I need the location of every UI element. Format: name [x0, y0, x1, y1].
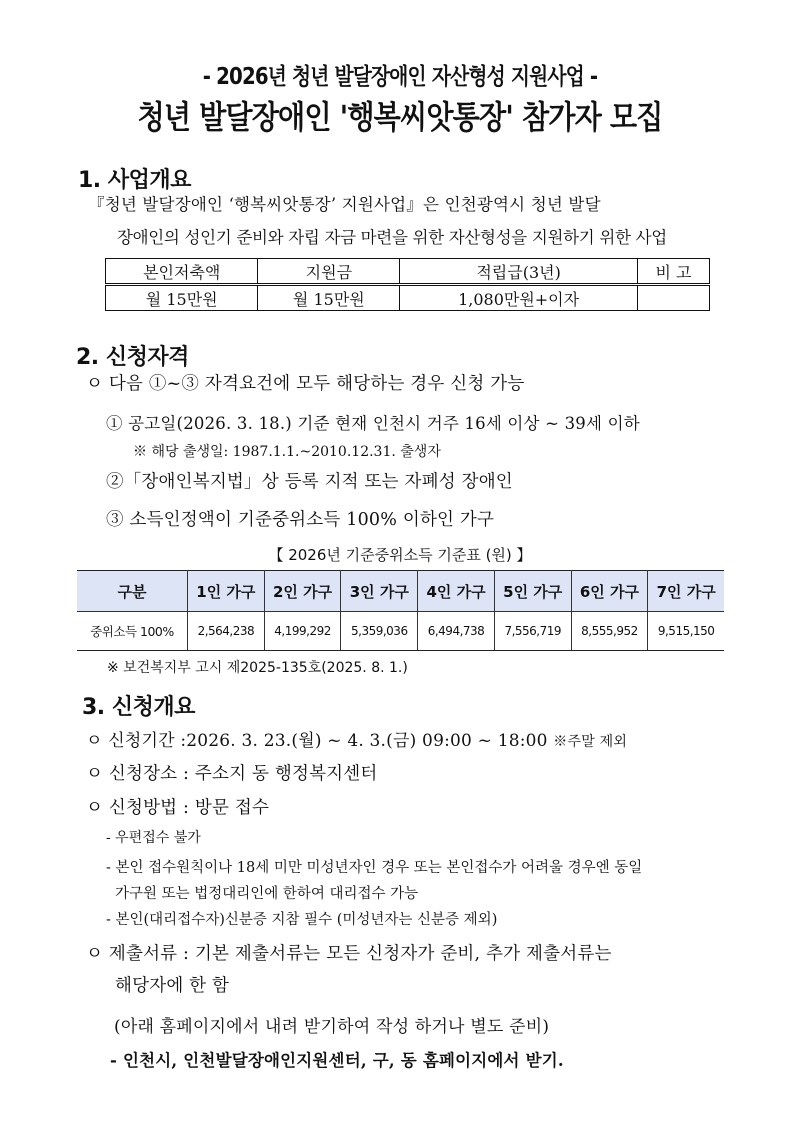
weekend-exclusion-note: ※주말 제외: [553, 734, 628, 750]
eligibility-item-3: ③ 소득인정액이 기준중위소득 100% 이하인 가구: [106, 510, 495, 530]
section-1-heading: 1. 사업개요: [78, 168, 191, 193]
savings-value-cell: 월 15만원: [106, 285, 258, 311]
income-table-caption: 【 2026년 기준중위소득 기준표 (원) 】: [268, 546, 532, 564]
income-value-cell: 4,199,292: [264, 612, 341, 651]
income-value-cell: 2,564,238: [188, 612, 265, 651]
income-header-cell: 7인 가구: [648, 571, 724, 612]
eligibility-item-2: ②「장애인복지법」상 등록 지적 또는 자폐성 장애인: [106, 472, 513, 492]
income-header-cell: 2인 가구: [264, 571, 341, 612]
savings-header-cell: 비 고: [637, 259, 709, 285]
overview-line-2: 장애인의 성인기 준비와 자립 자금 마련을 위한 자산형성을 지원하기 위한 사업: [117, 228, 667, 247]
method-note-proxy-2: 가구원 또는 법정대리인에 한하여 대리접수 가능: [115, 886, 419, 902]
income-value-cell: 6,494,738: [418, 612, 495, 651]
documents-line-2: 해당자에 한 함: [115, 976, 230, 996]
income-value-cell: 8,555,952: [571, 612, 648, 651]
savings-header-cell: 본인저축액: [106, 259, 258, 285]
birthdate-note: ※ 해당 출생일: 1987.1.1.~2010.12.31. 출생자: [133, 444, 441, 460]
application-method: ㅇ 신청방법 : 방문 접수: [86, 798, 270, 818]
method-note-mail: - 우편접수 불가: [106, 830, 201, 846]
savings-header-cell: 적립급(3년): [400, 259, 638, 285]
savings-header-cell: 지원금: [258, 259, 400, 285]
income-header-cell: 구분: [77, 571, 188, 612]
documents-source: - 인천시, 인천발달장애인지원센터, 구, 동 홈페이지에서 받기.: [110, 1051, 564, 1070]
savings-table: [105, 258, 710, 311]
savings-value-cell: 1,080만원+이자: [400, 285, 638, 311]
application-place: ㅇ 신청장소 : 주소지 동 행정복지센터: [86, 764, 378, 784]
documents-download-note: (아래 홈페이지에서 내려 받기하여 작성 하거나 별도 준비): [114, 1017, 550, 1037]
notice-title: 청년 발달장애인 '행복씨앗통장' 참가자 모집: [137, 98, 663, 136]
notice-subtitle: - 2026년 청년 발달장애인 자산형성 지원사업 -: [202, 64, 598, 90]
application-period-text: ㅇ 신청기간 :2026. 3. 23.(월) ~ 4. 3.(금) 09:00 ~ 18:00: [86, 731, 548, 751]
documents-line-1: ㅇ 제출서류 : 기본 제출서류는 모든 신청자가 준비, 추가 제출서류는: [86, 944, 612, 964]
savings-value-cell: 월 15만원: [258, 285, 400, 311]
savings-value-cell: [637, 285, 709, 311]
eligibility-item-1: ① 공고일(2026. 3. 18.) 기준 현재 인천시 거주 16세 이상 ~ 39세 이하: [106, 414, 640, 433]
income-value-cell: 7,556,719: [494, 612, 571, 651]
income-value-cell: 9,515,150: [648, 612, 724, 651]
income-header-cell: 4인 가구: [418, 571, 495, 612]
section-3-heading: 3. 신청개요: [82, 695, 195, 720]
income-header-cell: 3인 가구: [341, 571, 418, 612]
method-note-id: - 본인(대리접수자)신분증 지참 필수 (미성년자는 신분증 제외): [106, 912, 498, 928]
overview-line-1: 『청년 발달장애인 ‘행복씨앗통장’ 지원사업』은 인천광역시 청년 발달: [88, 195, 601, 214]
income-header-cell: 1인 가구: [188, 571, 265, 612]
income-label-cell: 중위소득 100%: [77, 612, 188, 651]
application-period: [86, 726, 627, 751]
income-header-cell: 5인 가구: [494, 571, 571, 612]
method-note-proxy-1: - 본인 접수원칙이나 18세 미만 미성년자인 경우 또는 본인접수가 어려울 경우엔 동일: [106, 860, 643, 876]
income-table-source-note: ※ 보건복지부 고시 제2025-135호(2025. 8. 1.): [107, 660, 408, 676]
income-header-cell: 6인 가구: [571, 571, 648, 612]
eligibility-intro: ㅇ 다음 ①~③ 자격요건에 모두 해당하는 경우 신청 가능: [86, 374, 525, 394]
income-value-cell: 5,359,036: [341, 612, 418, 651]
section-2-heading: 2. 신청자격: [76, 345, 189, 370]
median-income-table: [77, 570, 724, 651]
